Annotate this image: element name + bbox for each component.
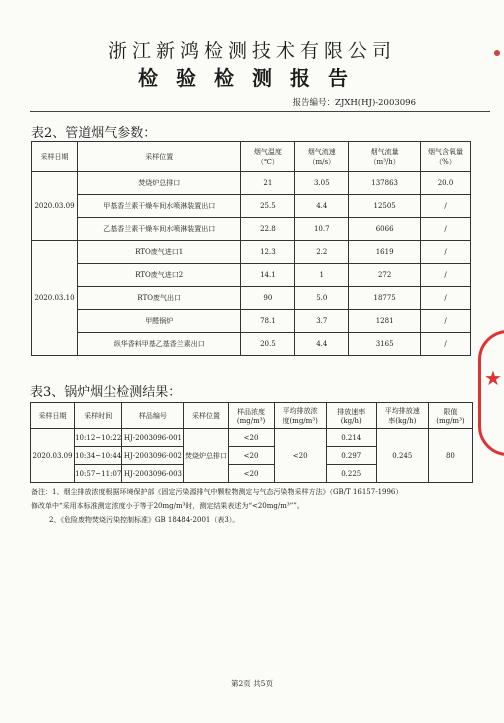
sampling-location: 甲基香兰素干燥车间水喷淋装置出口: [77, 195, 240, 218]
oxygen-content: /: [421, 333, 471, 356]
sampling-date: 2020.03.09: [31, 429, 75, 483]
sample-id: HJ-2003096-003: [122, 465, 184, 483]
sample-id: HJ-2003096-002: [122, 447, 184, 465]
notes: [31, 485, 479, 527]
report-title: 检验检测报告: [138, 66, 366, 90]
sample-id: HJ-2003096-001: [122, 429, 184, 447]
sample-conc: <20: [228, 429, 274, 447]
table-row: [32, 310, 471, 333]
gas-velocity: 5.0: [295, 287, 349, 310]
gas-temp: 78.1: [241, 310, 295, 333]
sampling-location: 纵华香料甲基乙基香兰素出口: [77, 333, 240, 356]
gas-temp: 14.1: [241, 264, 295, 287]
gas-temp: 21: [241, 172, 295, 195]
note-line: 备注：1、烟尘排放浓度根据环境保护部《固定污染源排气中颗粒物测定与气态污染物采样方法》（GB/T 16157-1996）: [31, 488, 403, 496]
company-name: 浙江新鸿检测技术有限公司: [107, 40, 396, 62]
sampling-date: 2020.03.10: [32, 241, 78, 356]
gas-flow: 1619: [349, 241, 421, 264]
table2-header: 烟气温度 （℃）: [241, 142, 295, 172]
table-row: [32, 218, 471, 241]
gas-flow: 1281: [349, 310, 421, 333]
gas-velocity: 3.05: [295, 172, 349, 195]
report-number: 报告编号：ZJXH(HJ)-2003096: [292, 98, 416, 108]
sampling-location: 焚烧炉总排口: [184, 429, 228, 483]
sampling-location: RTO废气出口: [77, 287, 240, 310]
table2-header: 采样位置: [77, 142, 240, 172]
gas-flow: 6066: [349, 218, 421, 241]
oxygen-content: /: [421, 287, 471, 310]
table3-header: 采样时间: [75, 403, 122, 429]
table-row: [31, 429, 473, 447]
header-divider: [30, 111, 490, 112]
sampling-time: 10:34~10:44: [75, 447, 122, 465]
red-seal-stamp: [478, 330, 504, 456]
table-row: [32, 264, 471, 287]
gas-temp: 20.5: [241, 333, 295, 356]
table-row: [32, 241, 471, 264]
note-line: 修改单中“采用本标准测定浓度小于等于20mg/m³时，测定结果表述为“<20mg/m³””。: [31, 502, 304, 510]
sample-conc: <20: [228, 447, 274, 465]
table2-header: 烟气含氧量 （%）: [421, 142, 471, 172]
gas-velocity: 2.2: [295, 241, 349, 264]
table3-header: 限值 (mg/m³): [428, 403, 472, 429]
table3-header: 样品编号: [122, 403, 184, 429]
table-row: [32, 172, 471, 195]
emission-rate: 0.214: [326, 429, 376, 447]
sampling-location: 甲醛锅炉: [77, 310, 240, 333]
table3-header: 采样日期: [31, 403, 75, 429]
table3-header: 平均排放浓 度(mg/m³): [274, 403, 326, 429]
table2-header: 采样日期: [32, 142, 78, 172]
table3-header: 平均排放速 率(kg/h): [376, 403, 428, 429]
sampling-location: 焚烧炉总排口: [77, 172, 240, 195]
table2-header: 烟气流速 （m/s）: [295, 142, 349, 172]
table3-caption: 表3、锅炉烟尘检测结果：: [30, 385, 182, 400]
gas-temp: 22.8: [241, 218, 295, 241]
sampling-location: 乙基香兰素干燥车间水喷淋装置出口: [77, 218, 240, 241]
note-line: 2、《危险废物焚烧污染控制标准》GB 18484-2001（表3）。: [49, 516, 240, 524]
gas-velocity: 1: [295, 264, 349, 287]
gas-flow: 3165: [349, 333, 421, 356]
gas-temp: 25.5: [241, 195, 295, 218]
oxygen-content: /: [421, 195, 471, 218]
table2-header-row: [32, 142, 471, 172]
gas-velocity: 4.4: [295, 195, 349, 218]
gas-flow: 137863: [349, 172, 421, 195]
table2-header: 烟气流量 （m³/h）: [349, 142, 421, 172]
oxygen-content: /: [421, 310, 471, 333]
sampling-time: 10:12~10:22: [75, 429, 122, 447]
page-footer: 第2页 共5页: [231, 679, 273, 688]
oxygen-content: /: [421, 218, 471, 241]
emission-rate: 0.225: [326, 465, 376, 483]
table3-header: 采样位置: [184, 403, 228, 429]
oxygen-content: /: [421, 264, 471, 287]
table-row: [32, 333, 471, 356]
sampling-time: 10:57~11:07: [75, 465, 122, 483]
emission-rate: 0.297: [326, 447, 376, 465]
gas-flow: 18775: [349, 287, 421, 310]
sampling-location: RTO废气进口2: [77, 264, 240, 287]
gas-temp: 12.3: [241, 241, 295, 264]
table2-caption: 表2、管道烟气参数：: [31, 126, 157, 141]
sample-conc: <20: [228, 465, 274, 483]
sampling-date: 2020.03.09: [32, 172, 78, 241]
table3-header: 排放速率 (kg/h): [326, 403, 376, 429]
oxygen-content: 20.0: [421, 172, 471, 195]
gas-velocity: 4.4: [295, 333, 349, 356]
stamp-star-icon: ★: [484, 366, 502, 390]
sampling-location: RTO废气进口1: [77, 241, 240, 264]
flue-gas-table: [31, 141, 471, 356]
gas-flow: 272: [349, 264, 421, 287]
avg-rate: 0.245: [376, 429, 428, 483]
table-row: [32, 195, 471, 218]
boiler-dust-table: [30, 402, 473, 483]
gas-flow: 12505: [349, 195, 421, 218]
avg-conc: <20: [274, 429, 326, 483]
oxygen-content: /: [421, 241, 471, 264]
gas-temp: 90: [241, 287, 295, 310]
table3-header: 样品浓度 (mg/m³): [228, 403, 274, 429]
gas-velocity: 3.7: [295, 310, 349, 333]
table3-header-row: [31, 403, 473, 429]
gas-velocity: 10.7: [295, 218, 349, 241]
table-row: [32, 287, 471, 310]
limit-value: 80: [428, 429, 472, 483]
